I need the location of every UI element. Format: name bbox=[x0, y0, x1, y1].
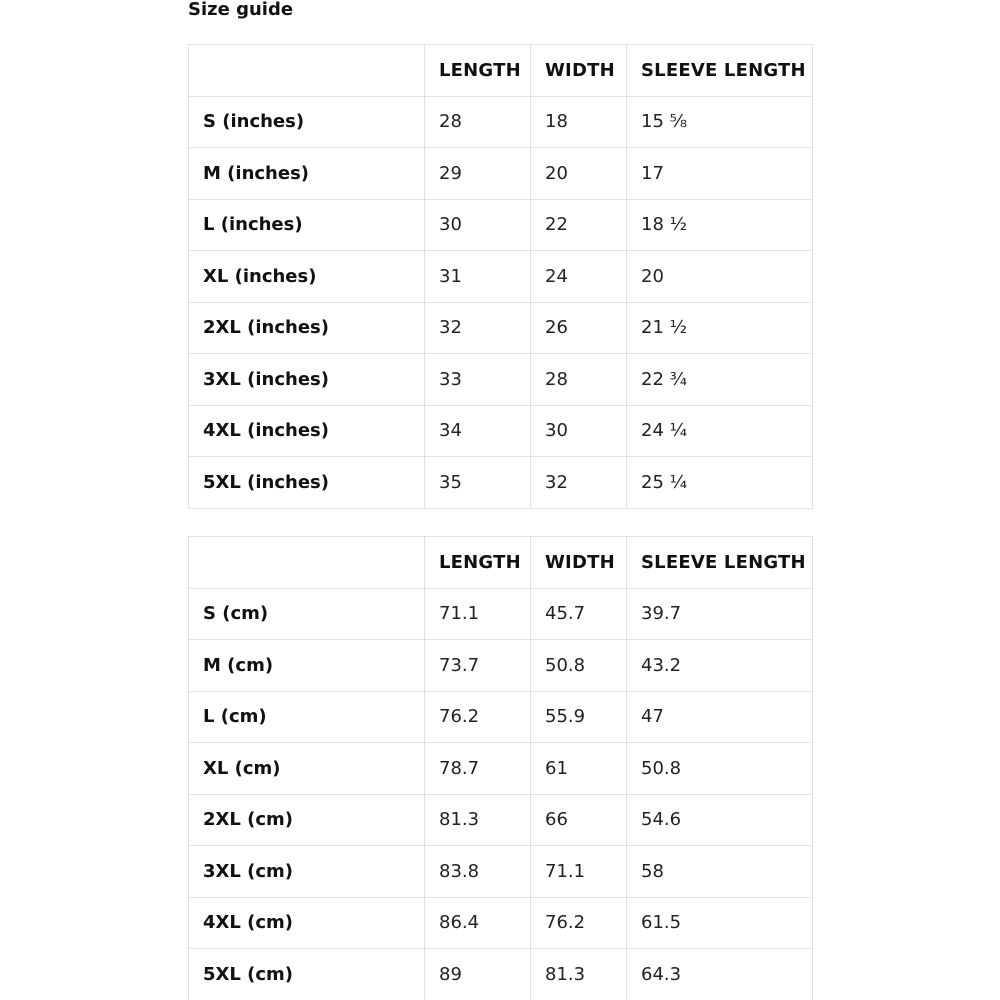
column-header: SLEEVE LENGTH bbox=[627, 537, 813, 589]
column-header: SLEEVE LENGTH bbox=[627, 45, 813, 97]
measurement-cell: 21 ½ bbox=[627, 302, 813, 354]
table-row bbox=[189, 96, 813, 148]
measurement-cell: 33 bbox=[425, 354, 531, 406]
table-header-row bbox=[189, 45, 813, 97]
table-row bbox=[189, 897, 813, 949]
measurement-cell: 18 ½ bbox=[627, 199, 813, 251]
size-label: 5XL (inches) bbox=[189, 457, 425, 509]
measurement-cell: 32 bbox=[425, 302, 531, 354]
measurement-cell: 15 ⅝ bbox=[627, 96, 813, 148]
measurement-cell: 20 bbox=[627, 251, 813, 303]
measurement-cell: 29 bbox=[425, 148, 531, 200]
table-row bbox=[189, 794, 813, 846]
measurement-cell: 45.7 bbox=[531, 588, 627, 640]
measurement-cell: 54.6 bbox=[627, 794, 813, 846]
table-row bbox=[189, 302, 813, 354]
page-title: Size guide bbox=[188, 0, 294, 20]
size-label: M (inches) bbox=[189, 148, 425, 200]
header-corner-cell bbox=[189, 45, 425, 97]
measurement-cell: 61 bbox=[531, 743, 627, 795]
measurement-cell: 22 bbox=[531, 199, 627, 251]
table-row bbox=[189, 354, 813, 406]
measurement-cell: 86.4 bbox=[425, 897, 531, 949]
size-label: XL (cm) bbox=[189, 743, 425, 795]
measurement-cell: 18 bbox=[531, 96, 627, 148]
measurement-cell: 76.2 bbox=[425, 691, 531, 743]
measurement-cell: 66 bbox=[531, 794, 627, 846]
table-row bbox=[189, 405, 813, 457]
table-row bbox=[189, 199, 813, 251]
measurement-cell: 28 bbox=[531, 354, 627, 406]
size-table-inches bbox=[188, 44, 813, 509]
measurement-cell: 83.8 bbox=[425, 846, 531, 898]
measurement-cell: 22 ¾ bbox=[627, 354, 813, 406]
size-label: 5XL (cm) bbox=[189, 949, 425, 1000]
measurement-cell: 35 bbox=[425, 457, 531, 509]
column-header: WIDTH bbox=[531, 537, 627, 589]
measurement-cell: 78.7 bbox=[425, 743, 531, 795]
table-row bbox=[189, 949, 813, 1000]
size-label: L (inches) bbox=[189, 199, 425, 251]
table-row bbox=[189, 148, 813, 200]
size-label: 3XL (cm) bbox=[189, 846, 425, 898]
measurement-cell: 31 bbox=[425, 251, 531, 303]
size-label: 4XL (inches) bbox=[189, 405, 425, 457]
table-row bbox=[189, 691, 813, 743]
measurement-cell: 55.9 bbox=[531, 691, 627, 743]
table-row bbox=[189, 251, 813, 303]
table-row bbox=[189, 640, 813, 692]
column-header: LENGTH bbox=[425, 537, 531, 589]
measurement-cell: 81.3 bbox=[531, 949, 627, 1000]
measurement-cell: 24 bbox=[531, 251, 627, 303]
table-header-row bbox=[189, 537, 813, 589]
measurement-cell: 71.1 bbox=[531, 846, 627, 898]
measurement-cell: 25 ¼ bbox=[627, 457, 813, 509]
measurement-cell: 30 bbox=[425, 199, 531, 251]
measurement-cell: 17 bbox=[627, 148, 813, 200]
size-label: 2XL (cm) bbox=[189, 794, 425, 846]
size-label: S (inches) bbox=[189, 96, 425, 148]
table-row bbox=[189, 846, 813, 898]
size-label: 3XL (inches) bbox=[189, 354, 425, 406]
measurement-cell: 81.3 bbox=[425, 794, 531, 846]
column-header: WIDTH bbox=[531, 45, 627, 97]
table-row bbox=[189, 457, 813, 509]
size-label: 4XL (cm) bbox=[189, 897, 425, 949]
measurement-cell: 39.7 bbox=[627, 588, 813, 640]
measurement-cell: 24 ¼ bbox=[627, 405, 813, 457]
measurement-cell: 34 bbox=[425, 405, 531, 457]
measurement-cell: 30 bbox=[531, 405, 627, 457]
measurement-cell: 73.7 bbox=[425, 640, 531, 692]
size-table-cm bbox=[188, 536, 813, 1000]
measurement-cell: 50.8 bbox=[627, 743, 813, 795]
measurement-cell: 47 bbox=[627, 691, 813, 743]
measurement-cell: 58 bbox=[627, 846, 813, 898]
measurement-cell: 64.3 bbox=[627, 949, 813, 1000]
measurement-cell: 28 bbox=[425, 96, 531, 148]
measurement-cell: 71.1 bbox=[425, 588, 531, 640]
header-corner-cell bbox=[189, 537, 425, 589]
measurement-cell: 32 bbox=[531, 457, 627, 509]
measurement-cell: 50.8 bbox=[531, 640, 627, 692]
measurement-cell: 89 bbox=[425, 949, 531, 1000]
column-header: LENGTH bbox=[425, 45, 531, 97]
measurement-cell: 76.2 bbox=[531, 897, 627, 949]
table-row bbox=[189, 588, 813, 640]
measurement-cell: 61.5 bbox=[627, 897, 813, 949]
size-label: S (cm) bbox=[189, 588, 425, 640]
measurement-cell: 43.2 bbox=[627, 640, 813, 692]
table-row bbox=[189, 743, 813, 795]
size-label: XL (inches) bbox=[189, 251, 425, 303]
measurement-cell: 26 bbox=[531, 302, 627, 354]
size-label: M (cm) bbox=[189, 640, 425, 692]
measurement-cell: 20 bbox=[531, 148, 627, 200]
size-label: 2XL (inches) bbox=[189, 302, 425, 354]
size-label: L (cm) bbox=[189, 691, 425, 743]
